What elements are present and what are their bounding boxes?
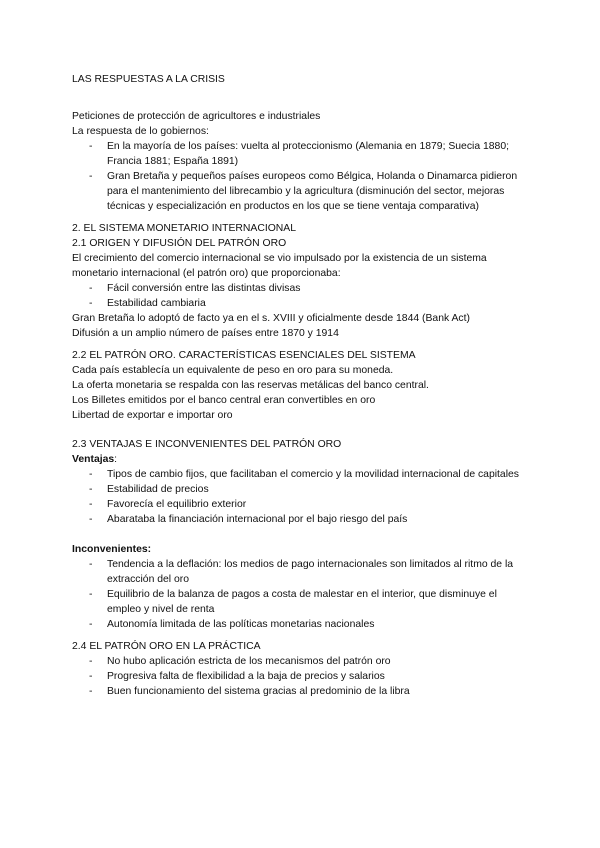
list-item: - En la mayoría de los países: vuelta al proteccionismo (Alemania en 1879; Suecia 1880; Francia 1881; España 1891)	[72, 139, 532, 169]
bullet-list	[72, 139, 532, 214]
list-item: - Autonomía limitada de las políticas monetarias nacionales	[72, 617, 532, 632]
list-item: - Estabilidad cambiaria	[72, 296, 532, 311]
paragraph: La oferta monetaria se respalda con las reservas metálicas del banco central.	[72, 380, 429, 391]
list-item: - Fácil conversión entre las distintas divisas	[72, 281, 532, 296]
list-item: - Buen funcionamiento del sistema gracias al predominio de la libra	[72, 684, 532, 699]
list-item: - Estabilidad de precios	[72, 482, 532, 497]
list-item: - Progresiva falta de flexibilidad a la baja de precios y salarios	[72, 669, 532, 684]
bullet-list	[72, 281, 532, 311]
document-title: LAS RESPUESTAS A LA CRISIS	[72, 74, 225, 85]
bullet-list	[72, 654, 532, 699]
subsection-heading: 2.1 ORIGEN Y DIFUSIÓN DEL PATRÓN ORO	[72, 238, 287, 249]
paragraph: Peticiones de protección de agricultores e industriales	[72, 111, 321, 122]
list-item: - Gran Bretaña y pequeños países europeos como Bélgica, Holanda o Dinamarca pidieron para el mantenimiento del librecambio y la agricultura (disminución del sector, mejoras técnicas y especialización en productos en los que se tiene ventaja comparativa)	[72, 169, 532, 214]
inconvenientes-label: Inconvenientes:	[72, 544, 152, 555]
list-item: - Tendencia a la deflación: los medios de pago internacionales son limitados al ritmo de la extracción del oro	[72, 557, 532, 587]
paragraph: Cada país establecía un equivalente de peso en oro para su moneda.	[72, 365, 394, 376]
list-item: - Equilibrio de la balanza de pagos a costa de malestar en el interior, que disminuye el empleo y nivel de renta	[72, 587, 532, 617]
section-heading: 2. EL SISTEMA MONETARIO INTERNACIONAL	[72, 223, 297, 234]
paragraph: Difusión a un amplio número de países entre 1870 y 1914	[72, 328, 339, 339]
paragraph: monetario internacional (el patrón oro) que proporcionaba:	[72, 268, 341, 279]
subsection-heading: 2.4 EL PATRÓN ORO EN LA PRÁCTICA	[72, 641, 261, 652]
subsection-heading: 2.3 VENTAJAS E INCONVENIENTES DEL PATRÓN ORO	[72, 439, 342, 450]
ventajas-label: Ventajas	[72, 454, 115, 465]
list-item: - No hubo aplicación estricta de los mecanismos del patrón oro	[72, 654, 532, 669]
paragraph: Gran Bretaña lo adoptó de facto ya en el s. XVIII y oficialmente desde 1844 (Bank Act)	[72, 313, 470, 324]
paragraph: Los Billetes emitidos por el banco central eran convertibles en oro	[72, 395, 376, 406]
bullet-list	[72, 557, 532, 632]
document-page	[72, 72, 532, 699]
bullet-list	[72, 467, 532, 527]
paragraph: La respuesta de lo gobiernos:	[72, 126, 209, 137]
paragraph: El crecimiento del comercio internacional se vio impulsado por la existencia de un sistema	[72, 253, 487, 264]
ventajas-label-line	[72, 452, 532, 467]
list-item: - Tipos de cambio fijos, que facilitaban el comercio y la movilidad internacional de capitales	[72, 467, 532, 482]
paragraph: Libertad de exportar e importar oro	[72, 410, 233, 421]
list-item: - Abarataba la financiación internacional por el bajo riesgo del país	[72, 512, 532, 527]
inconvenientes-label-line	[72, 542, 532, 557]
list-item: - Favorecía el equilibrio exterior	[72, 497, 532, 512]
ventajas-colon: :	[114, 454, 118, 465]
subsection-heading: 2.2 EL PATRÓN ORO. CARACTERÍSTICAS ESENCIALES DEL SISTEMA	[72, 350, 416, 361]
